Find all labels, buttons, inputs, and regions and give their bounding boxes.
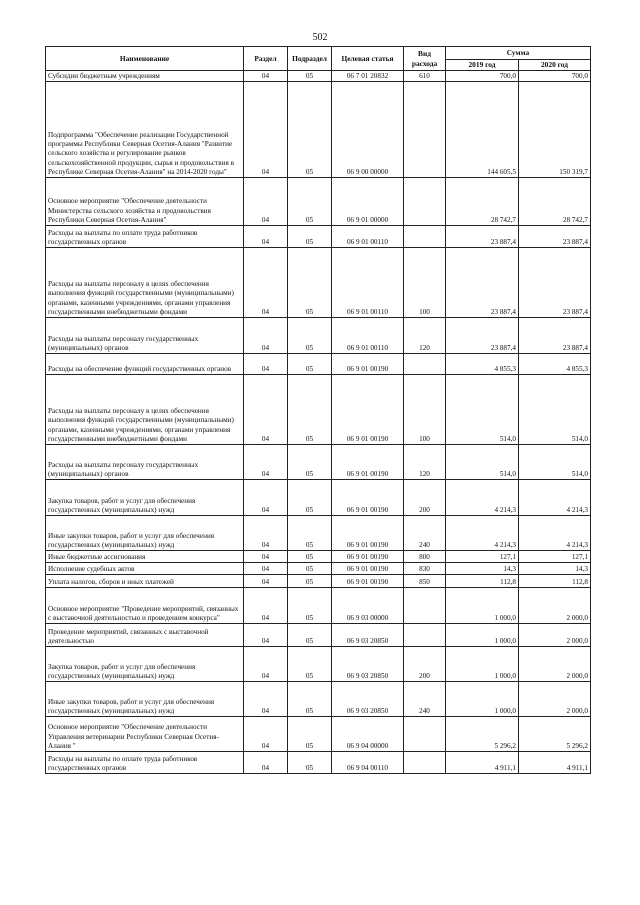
row-expense-type: 830 — [404, 563, 446, 575]
row-target-article: 06 9 01 00110 — [332, 248, 404, 318]
row-subsection: 05 — [288, 480, 332, 516]
row-sum-2019: 4 214,3 — [446, 480, 519, 516]
row-target-article: 06 9 01 00190 — [332, 551, 404, 563]
row-sum-2020: 23 887,4 — [519, 226, 591, 248]
row-expense-type — [404, 717, 446, 752]
row-section: 04 — [244, 516, 288, 551]
row-target-article: 06 9 01 00110 — [332, 226, 404, 248]
row-sum-2019: 4 911,1 — [446, 752, 519, 774]
row-name: Расходы на выплаты персоналу государственных (муниципальных) органов — [46, 445, 244, 480]
table-row — [46, 647, 591, 682]
row-subsection: 05 — [288, 752, 332, 774]
table-row — [46, 318, 591, 354]
row-section: 04 — [244, 178, 288, 226]
row-target-article: 06 9 04 00000 — [332, 717, 404, 752]
row-sum-2019: 1 000,0 — [446, 682, 519, 717]
row-name: Закупка товаров, работ и услуг для обеспечения государственных (муниципальных) нужд — [46, 647, 244, 682]
row-subsection: 05 — [288, 588, 332, 624]
row-section: 04 — [244, 682, 288, 717]
row-subsection: 05 — [288, 563, 332, 575]
table-row — [46, 682, 591, 717]
row-target-article: 06 9 03 20850 — [332, 647, 404, 682]
row-sum-2020: 4 911,1 — [519, 752, 591, 774]
row-subsection: 05 — [288, 516, 332, 551]
row-target-article: 06 7 01 20832 — [332, 71, 404, 82]
row-section: 04 — [244, 575, 288, 588]
row-expense-type — [404, 624, 446, 647]
row-name: Закупка товаров, работ и услуг для обеспечения государственных (муниципальных) нужд — [46, 480, 244, 516]
row-sum-2019: 23 887,4 — [446, 226, 519, 248]
row-target-article: 06 9 01 00190 — [332, 375, 404, 445]
row-target-article: 06 9 01 00190 — [332, 445, 404, 480]
row-expense-type: 120 — [404, 318, 446, 354]
table-row — [46, 480, 591, 516]
table-row — [46, 226, 591, 248]
row-sum-2020: 2 000,0 — [519, 682, 591, 717]
row-subsection: 05 — [288, 178, 332, 226]
table-row — [46, 717, 591, 752]
row-expense-type: 800 — [404, 551, 446, 563]
row-name: Основное мероприятие "Проведение мероприятий, связанных с выставочной деятельностью и проведением конкурса" — [46, 588, 244, 624]
row-target-article: 06 9 01 00190 — [332, 354, 404, 375]
row-subsection: 05 — [288, 717, 332, 752]
row-section: 04 — [244, 71, 288, 82]
row-target-article: 06 9 03 20850 — [332, 682, 404, 717]
row-name: Проведение мероприятий, связанных с выставочной деятельностью — [46, 624, 244, 647]
row-sum-2020: 23 887,4 — [519, 248, 591, 318]
row-expense-type — [404, 354, 446, 375]
row-sum-2020: 112,8 — [519, 575, 591, 588]
row-sum-2019: 1 000,0 — [446, 647, 519, 682]
row-sum-2019: 14,3 — [446, 563, 519, 575]
row-sum-2020: 28 742,7 — [519, 178, 591, 226]
row-expense-type: 200 — [404, 480, 446, 516]
row-sum-2019: 144 605,5 — [446, 82, 519, 178]
row-section: 04 — [244, 445, 288, 480]
row-sum-2019: 23 887,4 — [446, 248, 519, 318]
row-sum-2020: 5 296,2 — [519, 717, 591, 752]
row-expense-type: 240 — [404, 682, 446, 717]
row-section: 04 — [244, 354, 288, 375]
row-sum-2019: 514,0 — [446, 375, 519, 445]
row-section: 04 — [244, 588, 288, 624]
row-target-article: 06 9 00 00000 — [332, 82, 404, 178]
row-sum-2020: 4 214,3 — [519, 516, 591, 551]
row-section: 04 — [244, 563, 288, 575]
row-section: 04 — [244, 551, 288, 563]
row-section: 04 — [244, 717, 288, 752]
header-year-2019: 2019 год — [446, 60, 519, 71]
row-target-article: 06 9 03 00000 — [332, 588, 404, 624]
row-sum-2020: 23 887,4 — [519, 318, 591, 354]
row-section: 04 — [244, 480, 288, 516]
row-sum-2020: 2 000,0 — [519, 624, 591, 647]
row-sum-2019: 4 855,3 — [446, 354, 519, 375]
header-year-2020: 2020 год — [519, 60, 591, 71]
row-name: Исполнение судебных актов — [46, 563, 244, 575]
row-name: Иные закупки товаров, работ и услуг для обеспечения государственных (муниципальных) нужд — [46, 682, 244, 717]
row-name: Иные закупки товаров, работ и услуг для обеспечения государственных (муниципальных) нужд — [46, 516, 244, 551]
row-sum-2020: 2 000,0 — [519, 647, 591, 682]
row-expense-type: 100 — [404, 248, 446, 318]
row-name: Расходы на выплаты персоналу государственных (муниципальных) органов — [46, 318, 244, 354]
row-name: Иные бюджетные ассигнования — [46, 551, 244, 563]
header-expense-type: Вид расхода — [404, 47, 446, 71]
table-row — [46, 178, 591, 226]
row-sum-2020: 4 855,3 — [519, 354, 591, 375]
row-subsection: 05 — [288, 226, 332, 248]
row-expense-type: 200 — [404, 647, 446, 682]
row-sum-2020: 514,0 — [519, 375, 591, 445]
row-target-article: 06 9 01 00190 — [332, 575, 404, 588]
table-row — [46, 375, 591, 445]
budget-table — [45, 46, 591, 774]
row-expense-type — [404, 588, 446, 624]
row-expense-type — [404, 752, 446, 774]
row-sum-2020: 700,0 — [519, 71, 591, 82]
table-row — [46, 563, 591, 575]
row-expense-type: 240 — [404, 516, 446, 551]
row-target-article: 06 9 04 00110 — [332, 752, 404, 774]
header-name: Наименование — [46, 47, 244, 71]
row-expense-type: 100 — [404, 375, 446, 445]
row-subsection: 05 — [288, 624, 332, 647]
table-row — [46, 445, 591, 480]
row-name: Основное мероприятие "Обеспечение деятельности Министерства сельского хозяйства и продовольствия Республики Северная Осетия-Алания" — [46, 178, 244, 226]
row-section: 04 — [244, 375, 288, 445]
row-target-article: 06 9 01 00190 — [332, 516, 404, 551]
row-sum-2019: 4 214,3 — [446, 516, 519, 551]
row-subsection: 05 — [288, 682, 332, 717]
table-row — [46, 248, 591, 318]
table-body — [46, 71, 591, 774]
row-sum-2019: 127,1 — [446, 551, 519, 563]
page-number: 502 — [312, 32, 328, 43]
row-target-article: 06 9 01 00190 — [332, 563, 404, 575]
row-subsection: 05 — [288, 575, 332, 588]
row-section: 04 — [244, 318, 288, 354]
row-subsection: 05 — [288, 82, 332, 178]
row-sum-2020: 14,3 — [519, 563, 591, 575]
table-row — [46, 551, 591, 563]
row-target-article: 06 9 01 00190 — [332, 480, 404, 516]
row-sum-2019: 1 000,0 — [446, 588, 519, 624]
row-sum-2020: 2 000,0 — [519, 588, 591, 624]
row-subsection: 05 — [288, 248, 332, 318]
row-target-article: 06 9 03 20850 — [332, 624, 404, 647]
row-sum-2020: 127,1 — [519, 551, 591, 563]
row-expense-type: 610 — [404, 71, 446, 82]
row-section: 04 — [244, 226, 288, 248]
row-section: 04 — [244, 752, 288, 774]
row-sum-2019: 23 887,4 — [446, 318, 519, 354]
row-section: 04 — [244, 248, 288, 318]
header-sum: Сумма — [446, 47, 591, 60]
row-name: Основное мероприятие "Обеспечение деятельности Управления ветеринарии Республики Северная Осетия-Алания " — [46, 717, 244, 752]
row-subsection: 05 — [288, 647, 332, 682]
row-expense-type — [404, 178, 446, 226]
table-row — [46, 752, 591, 774]
table-row — [46, 354, 591, 375]
row-name: Уплата налогов, сборов и иных платежей — [46, 575, 244, 588]
row-expense-type: 120 — [404, 445, 446, 480]
row-sum-2019: 28 742,7 — [446, 178, 519, 226]
row-name: Субсидии бюджетным учреждениям — [46, 71, 244, 82]
row-sum-2019: 514,0 — [446, 445, 519, 480]
row-subsection: 05 — [288, 445, 332, 480]
header-target-article: Целевая статья — [332, 47, 404, 71]
row-expense-type — [404, 82, 446, 178]
row-name: Расходы на выплаты персоналу в целях обеспечения выполнения функций государственными (муниципальными) органами, казенными учреждениями, органами управления государственными внебюджетными фондами — [46, 248, 244, 318]
table-row — [46, 71, 591, 82]
row-subsection: 05 — [288, 354, 332, 375]
row-subsection: 05 — [288, 318, 332, 354]
row-sum-2019: 1 000,0 — [446, 624, 519, 647]
row-name: Расходы на обеспечение функций государственных органов — [46, 354, 244, 375]
row-sum-2019: 112,8 — [446, 575, 519, 588]
row-subsection: 05 — [288, 551, 332, 563]
row-section: 04 — [244, 82, 288, 178]
header-section: Раздел — [244, 47, 288, 71]
table-row — [46, 82, 591, 178]
table-row — [46, 575, 591, 588]
row-subsection: 05 — [288, 71, 332, 82]
row-sum-2019: 700,0 — [446, 71, 519, 82]
row-name: Расходы на выплаты персоналу в целях обеспечения выполнения функций государственными (муниципальными) органами, казенными учреждениями, органами управления государственными внебюджетными фондами — [46, 375, 244, 445]
table-row — [46, 624, 591, 647]
row-section: 04 — [244, 624, 288, 647]
header-subsection: Подраздел — [288, 47, 332, 71]
row-sum-2019: 5 296,2 — [446, 717, 519, 752]
row-sum-2020: 4 214,3 — [519, 480, 591, 516]
row-section: 04 — [244, 647, 288, 682]
row-target-article: 06 9 01 00000 — [332, 178, 404, 226]
table-row — [46, 588, 591, 624]
row-sum-2020: 514,0 — [519, 445, 591, 480]
row-name: Подпрограмма "Обеспечение реализации Государственной программы Республики Северная Осетия-Алания "Развитие сельского хозяйства и регулирование рынков сельскохозяйственной продукции, сырья и продовольствия в Республике Северная Осетия-Алания" на 2014-2020 годы" — [46, 82, 244, 178]
row-subsection: 05 — [288, 375, 332, 445]
row-name: Расходы на выплаты по оплате труда работников государственных органов — [46, 752, 244, 774]
row-sum-2020: 150 319,7 — [519, 82, 591, 178]
table-row — [46, 516, 591, 551]
row-expense-type — [404, 226, 446, 248]
row-expense-type: 850 — [404, 575, 446, 588]
row-name: Расходы на выплаты по оплате труда работников государственных органов — [46, 226, 244, 248]
row-target-article: 06 9 01 00110 — [332, 318, 404, 354]
